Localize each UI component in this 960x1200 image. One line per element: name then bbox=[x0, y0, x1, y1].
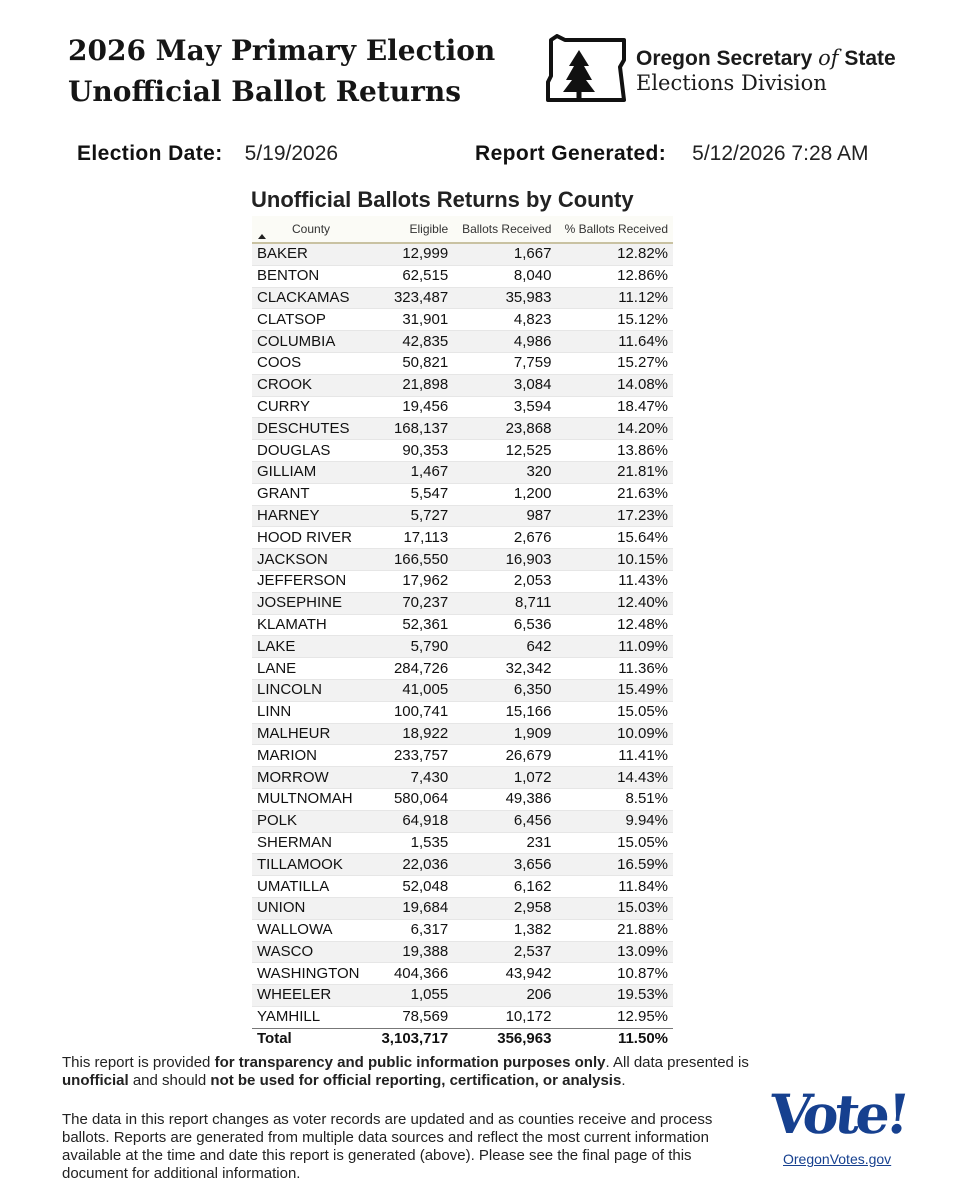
cell-ballots-received: 16,903 bbox=[453, 549, 556, 571]
cell-ballots-received: 642 bbox=[453, 636, 556, 658]
table-header-row bbox=[252, 216, 673, 243]
cell-eligible: 78,569 bbox=[376, 1006, 453, 1028]
election-date-value: 5/19/2026 bbox=[244, 142, 339, 165]
cell-percent-received: 15.05% bbox=[556, 832, 673, 854]
report-title-line2: Unofficial Ballot Returns bbox=[68, 75, 461, 108]
cell-percent-received: 11.12% bbox=[556, 287, 673, 309]
cell-ballots-received: 15,166 bbox=[453, 701, 556, 723]
cell-eligible: 168,137 bbox=[376, 418, 453, 440]
cell-county: WHEELER bbox=[252, 985, 376, 1007]
table-row bbox=[252, 352, 673, 374]
oregonvotes-link[interactable]: OregonVotes.gov bbox=[783, 1151, 892, 1167]
table-row bbox=[252, 592, 673, 614]
table-row bbox=[252, 963, 673, 985]
cell-ballots-received: 35,983 bbox=[453, 287, 556, 309]
cell-county: LAKE bbox=[252, 636, 376, 658]
cell-county: HARNEY bbox=[252, 505, 376, 527]
cell-ballots-received: 32,342 bbox=[453, 658, 556, 680]
cell-eligible: 19,684 bbox=[376, 897, 453, 919]
cell-ballots-received: 2,537 bbox=[453, 941, 556, 963]
table-row bbox=[252, 374, 673, 396]
cell-percent-received: 13.09% bbox=[556, 941, 673, 963]
table-row bbox=[252, 549, 673, 571]
report-title bbox=[68, 30, 495, 112]
cell-county: MARION bbox=[252, 745, 376, 767]
cell-percent-received: 21.88% bbox=[556, 919, 673, 941]
cell-eligible: 580,064 bbox=[376, 788, 453, 810]
table-row bbox=[252, 919, 673, 941]
cell-county: TILLAMOOK bbox=[252, 854, 376, 876]
organization-name bbox=[636, 46, 896, 96]
cell-eligible: 41,005 bbox=[376, 679, 453, 701]
cell-county: SHERMAN bbox=[252, 832, 376, 854]
table-row bbox=[252, 1006, 673, 1028]
cell-percent-received: 18.47% bbox=[556, 396, 673, 418]
cell-county: MULTNOMAH bbox=[252, 788, 376, 810]
cell-percent-received: 10.09% bbox=[556, 723, 673, 745]
cell-percent-received: 11.09% bbox=[556, 636, 673, 658]
cell-county: JEFFERSON bbox=[252, 570, 376, 592]
cell-county: UMATILLA bbox=[252, 876, 376, 898]
table-row bbox=[252, 418, 673, 440]
cell-eligible: 5,790 bbox=[376, 636, 453, 658]
cell-ballots-received: 987 bbox=[453, 505, 556, 527]
cell-ballots-received: 1,072 bbox=[453, 767, 556, 789]
table-row bbox=[252, 985, 673, 1007]
total-percent-received: 11.50% bbox=[556, 1028, 673, 1049]
cell-ballots-received: 12,525 bbox=[453, 440, 556, 462]
cell-eligible: 7,430 bbox=[376, 767, 453, 789]
cell-county: CLACKAMAS bbox=[252, 287, 376, 309]
table-row bbox=[252, 723, 673, 745]
cell-percent-received: 14.20% bbox=[556, 418, 673, 440]
cell-ballots-received: 8,711 bbox=[453, 592, 556, 614]
cell-county: WASCO bbox=[252, 941, 376, 963]
cell-ballots-received: 231 bbox=[453, 832, 556, 854]
cell-percent-received: 11.64% bbox=[556, 331, 673, 353]
report-title-line1: 2026 May Primary Election bbox=[68, 34, 496, 67]
cell-percent-received: 15.49% bbox=[556, 679, 673, 701]
vote-logo: Vote! bbox=[766, 1082, 910, 1146]
cell-eligible: 90,353 bbox=[376, 440, 453, 462]
table-row bbox=[252, 658, 673, 680]
cell-ballots-received: 3,084 bbox=[453, 374, 556, 396]
column-header-eligible[interactable]: Eligible bbox=[376, 216, 453, 243]
cell-ballots-received: 6,456 bbox=[453, 810, 556, 832]
cell-county: DOUGLAS bbox=[252, 440, 376, 462]
cell-eligible: 5,547 bbox=[376, 483, 453, 505]
cell-county: MALHEUR bbox=[252, 723, 376, 745]
table-row bbox=[252, 309, 673, 331]
cell-eligible: 5,727 bbox=[376, 505, 453, 527]
cell-ballots-received: 2,053 bbox=[453, 570, 556, 592]
table-row bbox=[252, 483, 673, 505]
cell-eligible: 19,388 bbox=[376, 941, 453, 963]
table-row bbox=[252, 570, 673, 592]
cell-county: WALLOWA bbox=[252, 919, 376, 941]
cell-county: CROOK bbox=[252, 374, 376, 396]
cell-county: LANE bbox=[252, 658, 376, 680]
organization-line1: Oregon Secretary of State bbox=[636, 46, 896, 70]
cell-ballots-received: 3,656 bbox=[453, 854, 556, 876]
cell-ballots-received: 206 bbox=[453, 985, 556, 1007]
cell-percent-received: 11.84% bbox=[556, 876, 673, 898]
cell-percent-received: 12.82% bbox=[556, 243, 673, 265]
cell-county: HOOD RIVER bbox=[252, 527, 376, 549]
table-row bbox=[252, 854, 673, 876]
cell-county: GILLIAM bbox=[252, 461, 376, 483]
cell-eligible: 22,036 bbox=[376, 854, 453, 876]
table-row bbox=[252, 832, 673, 854]
cell-county: LINCOLN bbox=[252, 679, 376, 701]
cell-percent-received: 19.53% bbox=[556, 985, 673, 1007]
cell-eligible: 52,048 bbox=[376, 876, 453, 898]
cell-ballots-received: 10,172 bbox=[453, 1006, 556, 1028]
table-row bbox=[252, 331, 673, 353]
table-row bbox=[252, 287, 673, 309]
cell-eligible: 323,487 bbox=[376, 287, 453, 309]
cell-eligible: 12,999 bbox=[376, 243, 453, 265]
cell-percent-received: 10.15% bbox=[556, 549, 673, 571]
table-row bbox=[252, 941, 673, 963]
cell-ballots-received: 1,909 bbox=[453, 723, 556, 745]
cell-eligible: 42,835 bbox=[376, 331, 453, 353]
cell-ballots-received: 3,594 bbox=[453, 396, 556, 418]
cell-county: KLAMATH bbox=[252, 614, 376, 636]
cell-ballots-received: 7,759 bbox=[453, 352, 556, 374]
cell-ballots-received: 1,667 bbox=[453, 243, 556, 265]
cell-eligible: 1,535 bbox=[376, 832, 453, 854]
cell-county: COOS bbox=[252, 352, 376, 374]
column-header-ballots-received[interactable]: Ballots Received bbox=[453, 216, 556, 243]
cell-percent-received: 11.41% bbox=[556, 745, 673, 767]
report-generated bbox=[475, 141, 868, 167]
column-header-county[interactable]: County bbox=[252, 216, 376, 243]
table-row bbox=[252, 636, 673, 658]
table-title: Unofficial Ballots Returns by County bbox=[251, 187, 634, 212]
cell-eligible: 404,366 bbox=[376, 963, 453, 985]
cell-eligible: 62,515 bbox=[376, 265, 453, 287]
cell-eligible: 284,726 bbox=[376, 658, 453, 680]
cell-county: YAMHILL bbox=[252, 1006, 376, 1028]
cell-county: JOSEPHINE bbox=[252, 592, 376, 614]
cell-county: COLUMBIA bbox=[252, 331, 376, 353]
cell-county: UNION bbox=[252, 897, 376, 919]
cell-ballots-received: 6,350 bbox=[453, 679, 556, 701]
cell-eligible: 64,918 bbox=[376, 810, 453, 832]
cell-ballots-received: 4,823 bbox=[453, 309, 556, 331]
cell-county: BAKER bbox=[252, 243, 376, 265]
table-row bbox=[252, 701, 673, 723]
cell-percent-received: 12.48% bbox=[556, 614, 673, 636]
total-row bbox=[252, 1028, 673, 1049]
table-row bbox=[252, 396, 673, 418]
cell-eligible: 50,821 bbox=[376, 352, 453, 374]
cell-ballots-received: 43,942 bbox=[453, 963, 556, 985]
table-row bbox=[252, 614, 673, 636]
cell-percent-received: 14.43% bbox=[556, 767, 673, 789]
cell-county: CURRY bbox=[252, 396, 376, 418]
table-row bbox=[252, 810, 673, 832]
cell-county: BENTON bbox=[252, 265, 376, 287]
disclaimer-paragraph-1: This report is provided for transparency and public information purposes only. All data presented is unofficial and should not be used for official reporting, certification, or analysis. bbox=[62, 1054, 749, 1089]
cell-county: JACKSON bbox=[252, 549, 376, 571]
cell-percent-received: 12.40% bbox=[556, 592, 673, 614]
cell-percent-received: 10.87% bbox=[556, 963, 673, 985]
sort-ascending-icon[interactable] bbox=[258, 234, 266, 239]
election-date bbox=[77, 141, 338, 167]
cell-percent-received: 15.27% bbox=[556, 352, 673, 374]
table-row bbox=[252, 876, 673, 898]
cell-percent-received: 9.94% bbox=[556, 810, 673, 832]
table-row bbox=[252, 679, 673, 701]
table-row bbox=[252, 897, 673, 919]
cell-ballots-received: 4,986 bbox=[453, 331, 556, 353]
cell-percent-received: 11.36% bbox=[556, 658, 673, 680]
cell-county: LINN bbox=[252, 701, 376, 723]
table-row bbox=[252, 745, 673, 767]
cell-eligible: 52,361 bbox=[376, 614, 453, 636]
cell-ballots-received: 26,679 bbox=[453, 745, 556, 767]
cell-county: CLATSOP bbox=[252, 309, 376, 331]
cell-percent-received: 17.23% bbox=[556, 505, 673, 527]
table-row bbox=[252, 505, 673, 527]
cell-percent-received: 15.03% bbox=[556, 897, 673, 919]
cell-percent-received: 16.59% bbox=[556, 854, 673, 876]
cell-county: POLK bbox=[252, 810, 376, 832]
cell-eligible: 1,467 bbox=[376, 461, 453, 483]
cell-eligible: 166,550 bbox=[376, 549, 453, 571]
cell-percent-received: 21.81% bbox=[556, 461, 673, 483]
cell-percent-received: 13.86% bbox=[556, 440, 673, 462]
table-row bbox=[252, 788, 673, 810]
cell-eligible: 17,962 bbox=[376, 570, 453, 592]
cell-percent-received: 21.63% bbox=[556, 483, 673, 505]
cell-ballots-received: 8,040 bbox=[453, 265, 556, 287]
cell-ballots-received: 49,386 bbox=[453, 788, 556, 810]
election-date-label: Election Date: bbox=[77, 142, 223, 165]
cell-eligible: 6,317 bbox=[376, 919, 453, 941]
cell-eligible: 70,237 bbox=[376, 592, 453, 614]
ballot-returns-table bbox=[252, 216, 673, 1049]
oregon-tree-logo-icon bbox=[546, 34, 630, 104]
cell-ballots-received: 23,868 bbox=[453, 418, 556, 440]
cell-eligible: 1,055 bbox=[376, 985, 453, 1007]
cell-percent-received: 15.05% bbox=[556, 701, 673, 723]
total-eligible: 3,103,717 bbox=[376, 1028, 453, 1049]
cell-ballots-received: 6,162 bbox=[453, 876, 556, 898]
cell-percent-received: 11.43% bbox=[556, 570, 673, 592]
cell-percent-received: 12.95% bbox=[556, 1006, 673, 1028]
cell-eligible: 17,113 bbox=[376, 527, 453, 549]
cell-county: WASHINGTON bbox=[252, 963, 376, 985]
cell-eligible: 31,901 bbox=[376, 309, 453, 331]
cell-ballots-received: 6,536 bbox=[453, 614, 556, 636]
cell-percent-received: 12.86% bbox=[556, 265, 673, 287]
table-row bbox=[252, 527, 673, 549]
cell-percent-received: 15.64% bbox=[556, 527, 673, 549]
cell-eligible: 18,922 bbox=[376, 723, 453, 745]
table-row bbox=[252, 265, 673, 287]
report-generated-label: Report Generated: bbox=[475, 142, 667, 165]
cell-percent-received: 8.51% bbox=[556, 788, 673, 810]
cell-eligible: 100,741 bbox=[376, 701, 453, 723]
cell-eligible: 19,456 bbox=[376, 396, 453, 418]
cell-ballots-received: 320 bbox=[453, 461, 556, 483]
total-label: Total bbox=[252, 1028, 376, 1049]
cell-ballots-received: 1,200 bbox=[453, 483, 556, 505]
cell-percent-received: 14.08% bbox=[556, 374, 673, 396]
cell-eligible: 21,898 bbox=[376, 374, 453, 396]
table-row bbox=[252, 243, 673, 265]
cell-county: GRANT bbox=[252, 483, 376, 505]
table-row bbox=[252, 767, 673, 789]
cell-county: MORROW bbox=[252, 767, 376, 789]
cell-ballots-received: 2,958 bbox=[453, 897, 556, 919]
cell-ballots-received: 1,382 bbox=[453, 919, 556, 941]
cell-ballots-received: 2,676 bbox=[453, 527, 556, 549]
table-row bbox=[252, 440, 673, 462]
column-header-percent-received[interactable]: % Ballots Received bbox=[556, 216, 673, 243]
cell-percent-received: 15.12% bbox=[556, 309, 673, 331]
organization-line2: Elections Division bbox=[636, 71, 827, 95]
disclaimer-paragraph-2: The data in this report changes as voter records are updated and as counties receive and process ballots. Reports are generated from multiple data sources and reflect the most current information available at the time and date this report is generated (above). Please see the final page of this document for additional information. bbox=[62, 1111, 713, 1182]
table-row bbox=[252, 461, 673, 483]
cell-county: DESCHUTES bbox=[252, 418, 376, 440]
total-ballots-received: 356,963 bbox=[453, 1028, 556, 1049]
cell-eligible: 233,757 bbox=[376, 745, 453, 767]
report-generated-value: 5/12/2026 7:28 AM bbox=[692, 142, 869, 165]
